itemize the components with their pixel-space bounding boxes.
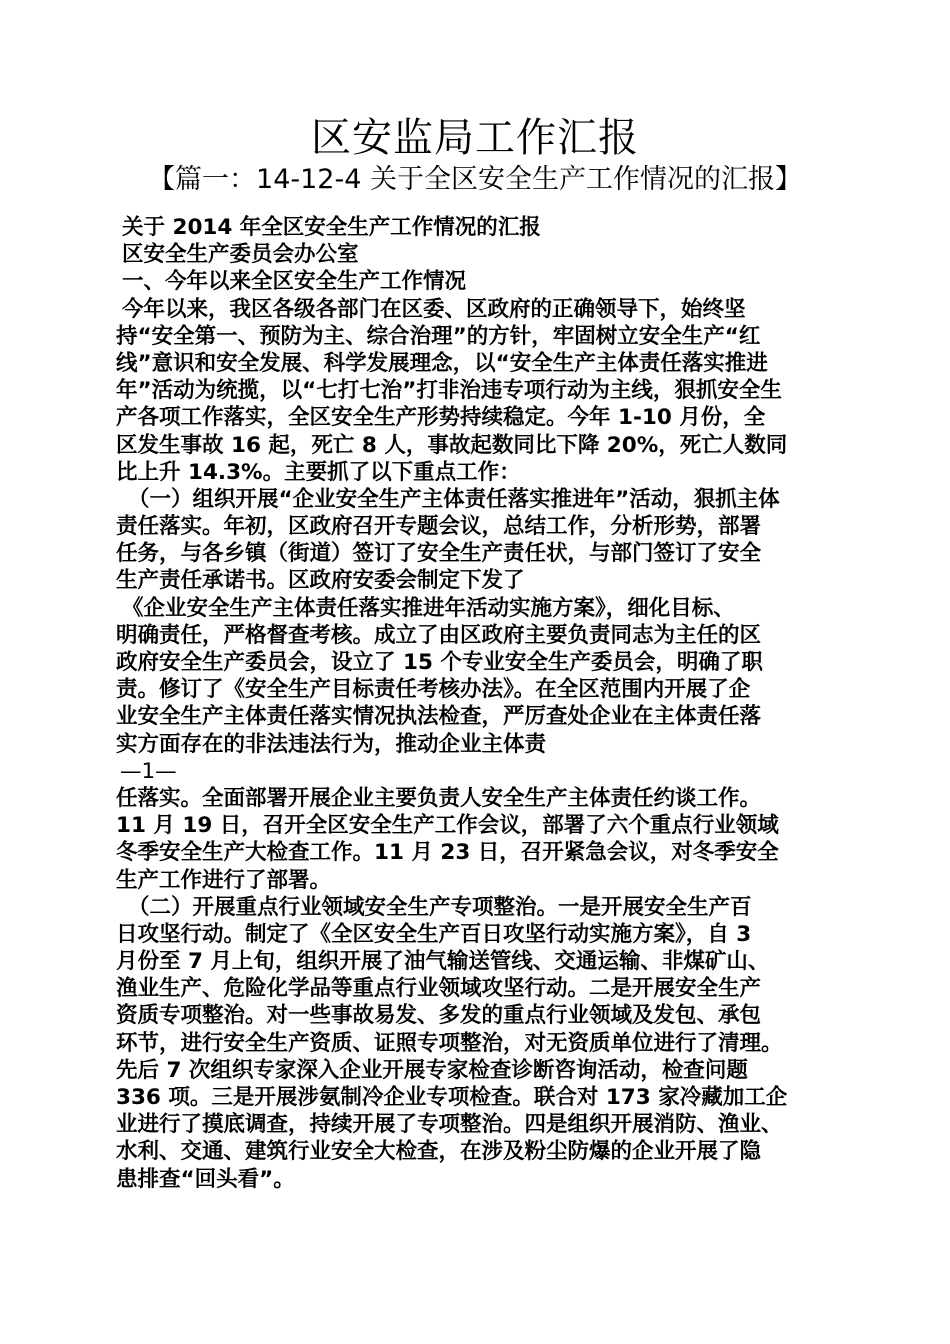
paragraph-line: 政府安全生产委员会，设立了 15 个专业安全生产委员会，明确了职 xyxy=(116,650,763,675)
paragraph-line: 责。修订了《安全生产目标责任考核办法》。在全区范围内开展了企 xyxy=(116,677,751,703)
paragraph-line: 336 项。三是开展涉氨制冷企业专项检查。联合对 173 家冷藏加工企 xyxy=(116,1085,788,1110)
paragraph-line: 《企业安全生产主体责任落实推进年活动实施方案》，细化目标、 xyxy=(122,595,735,621)
paragraph-line: 生产工作进行了部署。 xyxy=(116,867,332,893)
paragraph-line: 月份至 7 月上旬，组织开展了油气输送管线、交通运输、非煤矿山、 xyxy=(116,949,770,975)
paragraph-line: 实方面存在的非法违法行为，推动企业主体责 xyxy=(116,731,547,757)
report-heading: 关于 2014 年全区安全生产工作情况的汇报 xyxy=(122,215,541,240)
paragraph-line: 持“安全第一、预防为主、综合治理”的方针，牢固树立安全生产“红 xyxy=(116,323,761,349)
paragraph-line: 产各项工作落实，全区安全生产形势持续稳定。今年 1-10 月份，全 xyxy=(116,405,766,431)
paragraph-line: 患排查“回头看”。 xyxy=(116,1166,295,1192)
document-body xyxy=(116,214,856,1193)
paragraph-line: 任务，与各乡镇（街道）签订了安全生产责任状，与部门签订了安全 xyxy=(116,541,762,567)
paragraph-line: 线”意识和安全发展、科学发展理念，以“安全生产主体责任落实推进 xyxy=(116,350,768,376)
paragraph-line: 今年以来，我区各级各部门在区委、区政府的正确领导下，始终坚 xyxy=(122,296,746,322)
paragraph-line: 区发生事故 16 起，死亡 8 人，事故起数同比下降 20%，死亡人数同 xyxy=(116,432,788,458)
document-subtitle: 【篇一：14-12-4 关于全区安全生产工作情况的汇报】 xyxy=(148,164,802,195)
paragraph-line: 环节，进行安全生产资质、证照专项整治，对无资质单位进行了清理。 xyxy=(116,1030,783,1056)
paragraph-line: 资质专项整治。对一些事故易发、多发的重点行业领域及发包、承包 xyxy=(116,1003,762,1029)
subsection-line: （一）组织开展“企业安全生产主体责任落实推进年”活动，狠抓主体 xyxy=(128,486,780,512)
paragraph-line: 比上升 14.3%。主要抓了以下重点工作： xyxy=(116,459,521,485)
paragraph-line: 任落实。全面部署开展企业主要负责人安全生产主体责任约谈工作。 xyxy=(116,785,762,811)
paragraph-line: 水利、交通、建筑行业安全大检查，在涉及粉尘防爆的企业开展了隐 xyxy=(116,1139,762,1165)
paragraph-line: 11 月 19 日，召开全区安全生产工作会议，部署了六个重点行业领域 xyxy=(116,813,779,839)
page-number: —1— xyxy=(120,758,177,784)
paragraph-line: 责任落实。年初，区政府召开专题会议，总结工作，分析形势，部署 xyxy=(116,514,762,540)
paragraph-line: 业安全生产主体责任落实情况执法检查，严厉查处企业在主体责任落 xyxy=(116,704,762,730)
report-author: 区安全生产委员会办公室 xyxy=(122,242,359,268)
paragraph-line: 先后 7 次组织专家深入企业开展专家检查诊断咨询活动，检查问题 xyxy=(116,1057,748,1083)
paragraph-line: 渔业生产、危险化学品等重点行业领域攻坚行动。二是开展安全生产 xyxy=(116,976,762,1002)
paragraph-line: 业进行了摸底调查，持续开展了专项整治。四是组织开展消防、渔业、 xyxy=(116,1112,783,1138)
paragraph-line: 年”活动为统揽，以“七打七治”打非治违专项行动为主线，狠抓安全生 xyxy=(116,378,782,404)
section-heading: 一、今年以来全区安全生产工作情况 xyxy=(122,269,467,295)
document-title: 区安监局工作汇报 xyxy=(311,115,639,161)
subsection-line: （二）开展重点行业领域安全生产专项整治。一是开展安全生产百 xyxy=(128,894,752,920)
paragraph-line: 冬季安全生产大检查工作。11 月 23 日，召开紧急会议，对冬季安全 xyxy=(116,840,779,866)
paragraph-line: 日攻坚行动。制定了《全区安全生产百日攻坚行动实施方案》，自 3 xyxy=(116,921,752,947)
paragraph-line: 明确责任，严格督查考核。成立了由区政府主要负责同志为主任的区 xyxy=(116,622,762,648)
paragraph-line: 生产责任承诺书。区政府安委会制定下发了 xyxy=(116,568,525,594)
